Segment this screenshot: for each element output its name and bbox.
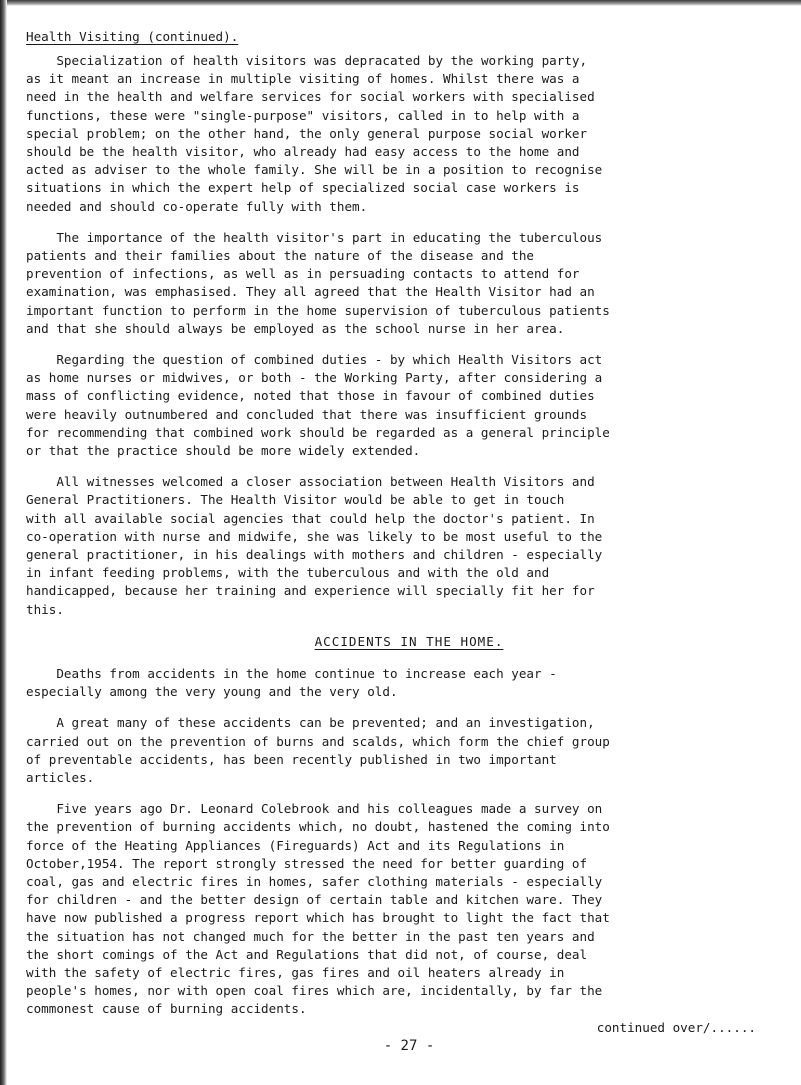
- section-title-accidents: ACCIDENTS IN THE HOME.: [314, 633, 504, 649]
- paragraph-colebrook-survey: Five years ago Dr. Leonard Colebrook and his colleagues made a survey on the prevention of burning accidents which, no doubt, hastened the coming into force of the Heating Appliances (Fireguards) Act and its Regulations in October,1954. The report strongly stressed the need for better guarding of coal, gas and electric fires in homes, safer clothing materials - especially for children - and the better design of certain table and kitchen ware. They have now published a progress report which has brought to light the fact that the situation has not changed much for the better in the past ten years and the short comings of the Act and Regulations that did not, of course, deal with the safety of electric fires, gas fires and oil heaters already in people's homes, nor with open coal fires which are, incidentally, by far the commonest cause of burning accidents.: [26, 801, 610, 1017]
- paragraph-tuberculosis: The importance of the health visitor's part in educating the tuberculous patients and their families about the nature of the disease and the prevention of infections, as well as in persuading contacts to attend for examination, was emphasised. They all agreed that the Health Visitor had an important function to perform in the home supervision of tuberculous patients and that she should always be employed as the school nurse in her area.: [26, 229, 610, 336]
- scan-left-edge: [0, 0, 7, 1085]
- scan-top-edge: [0, 0, 801, 6]
- paragraph-prevention: A great many of these accidents can be prevented; and an investigation, carried out on the prevention of burns and scalds, which form the chief group of preventable accidents, has been recently published in two important articles.: [26, 715, 610, 785]
- page-heading: Health Visiting (continued).: [26, 29, 239, 44]
- document-page: [26, 28, 792, 1055]
- page-number: - 27 -: [383, 1037, 435, 1054]
- paragraph-general-practitioners: All witnesses welcomed a closer association between Health Visitors and General Practitioners. The Health Visitor would be able to get in touch with all available social agencies that could help the doctor's patient. In co-operation with nurse and midwife, she was likely to be most useful to the general practitioner, in his dealings with mothers and children - especially in infant feeding problems, with the tuberculous and with the old and handicapped, because her training and experience will specially fit her for this.: [26, 474, 603, 617]
- paragraph-combined-duties: Regarding the question of combined duties - by which Health Visitors act as home nurses or midwives, or both - the Working Party, after considering a mass of conflicting evidence, noted that those in favour of combined duties were heavily outnumbered and concluded that there was insufficient grounds for recommending that combined work should be regarded as a general principle or that the practice should be more widely extended.: [26, 352, 610, 459]
- paragraph-deaths: Deaths from accidents in the home continue to increase each year - especially among the very young and the very old.: [26, 665, 557, 700]
- paragraph-specialization: Specialization of health visitors was depracated by the working party, as it meant an increase in multiple visiting of homes. Whilst there was a need in the health and welfare services for social workers with specialised functions, these were "single-purpose" visitors, called in to help with a special problem; on the other hand, the only general purpose social worker should be the health visitor, who already had easy access to the home and acted as adviser to the whole family. She will be in a position to recognise situations in which the expert help of specialized social case workers is needed and should co-operate fully with them.: [26, 53, 603, 214]
- continued-note: continued over/......: [596, 1019, 756, 1035]
